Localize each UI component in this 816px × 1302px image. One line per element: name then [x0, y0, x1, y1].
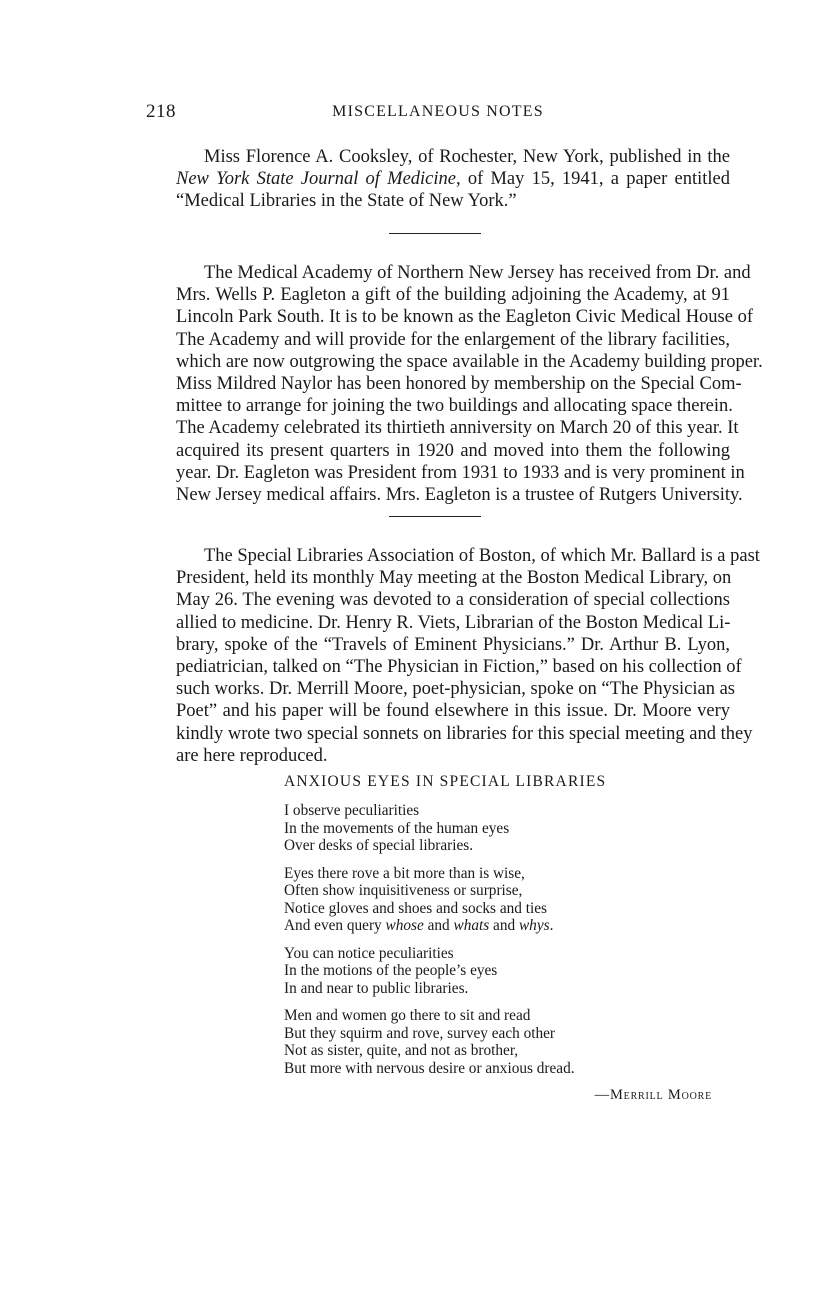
running-head: MISCELLANEOUS NOTES — [332, 103, 544, 120]
paragraph-line: President, held its monthly May meeting at the Boston Medical Library, on — [176, 568, 732, 589]
paragraph-line: kindly wrote two special sonnets on libraries for this special meeting and they — [176, 723, 753, 744]
paragraph-line: such works. Dr. Merrill Moore, poet-physician, spoke on “The Physician as — [176, 679, 736, 700]
poem-line: You can notice peculiarities — [284, 944, 454, 962]
paragraph-line — [146, 168, 730, 190]
poem-line: I observe peculiarities — [284, 802, 420, 819]
paragraph-line: mittee to arrange for joining the two buildings and allocating space therein. — [176, 396, 733, 417]
paragraph-line: are here reproduced. — [176, 745, 328, 766]
poem-line: But more with nervous desire or anxious dread. — [284, 1059, 575, 1077]
poem-line — [284, 917, 730, 935]
paragraph-line: year. Dr. Eagleton was President from 1931 to 1933 and is very prominent in — [176, 462, 745, 483]
poem-line: Over desks of special libraries. — [284, 837, 474, 854]
paragraph-medical-academy — [146, 262, 763, 506]
paragraph-line: Lincoln Park South. It is to be known as the Eagleton Civic Medical House of — [176, 307, 753, 328]
section-divider — [389, 516, 481, 517]
poem-line-text: . — [549, 917, 554, 934]
paragraph-line: The Special Libraries Association of Boston, of which Mr. Ballard is a past — [204, 546, 760, 566]
paragraph-line-tail: of May 15, 1941, a paper entitled — [460, 169, 730, 190]
paragraph-line: New Jersey medical affairs. Mrs. Eagleton is a trustee of Rutgers University. — [176, 485, 743, 506]
poem-line: Often show inquisitiveness or surprise, — [284, 882, 523, 899]
paragraph-line: pediatrician, talked on “The Physician in Fiction,” based on his collection of — [176, 657, 742, 678]
author-name: —Merrill Moore — [594, 1087, 712, 1103]
paragraph-line: Miss Mildred Naylor has been honored by membership on the Special Com- — [176, 374, 742, 395]
paragraph-line: The Academy celebrated its thirtieth anniversity on March 20 of this year. It — [176, 418, 739, 439]
paragraph-line: “Medical Libraries in the State of New York.” — [176, 191, 517, 212]
journal-title: New York State Journal of Medicine, — [176, 169, 461, 190]
paragraph-line: which are now outgrowing the space available in the Academy building proper. — [176, 351, 763, 372]
poem-line-text: and — [423, 917, 454, 934]
poem-stanza — [284, 945, 730, 998]
paragraph-line: The Medical Academy of Northern New Jersey has received from Dr. and — [204, 263, 751, 283]
poem-body — [284, 802, 730, 1087]
paragraph-line: Poet” and his paper will be found elsewhere in this issue. Dr. Moore very — [176, 701, 730, 722]
section-divider — [389, 233, 481, 234]
paragraph-line: Miss Florence A. Cooksley, of Rochester, New York, published in the — [204, 147, 730, 167]
poem-line: In the motions of the people’s eyes — [284, 962, 498, 979]
poem-line: Notice gloves and shoes and socks and ties — [284, 899, 547, 917]
paragraph-special-libraries — [146, 545, 760, 767]
poem-author — [595, 1087, 712, 1104]
paragraph-line: allied to medicine. Dr. Henry R. Viets, Librarian of the Boston Medical Li- — [176, 612, 731, 633]
page-header — [146, 101, 730, 127]
poem-stanza — [284, 802, 730, 855]
poem-line: Men and women go there to sit and read — [284, 1007, 531, 1024]
paragraph-line: May 26. The evening was devoted to a consideration of special collections — [176, 590, 730, 611]
poem-line: In and near to public libraries. — [284, 979, 469, 997]
poem-line-text: and — [489, 917, 519, 934]
poem-line: In the movements of the human eyes — [284, 819, 510, 837]
poem-line: But they squirm and rove, survey each other — [284, 1024, 556, 1042]
paragraph-line: brary, spoke of the “Travels of Eminent Physicians.” Dr. Arthur B. Lyon, — [176, 634, 730, 655]
poem-line: Eyes there rove a bit more than is wise, — [284, 864, 525, 882]
paragraph-line: acquired its present quarters in 1920 and moved into them the following — [176, 440, 730, 461]
paragraph-cooksley — [146, 146, 730, 213]
poem-stanza — [284, 865, 730, 935]
poem-stanza — [284, 1007, 730, 1077]
paragraph-line: Mrs. Wells P. Eagleton a gift of the building adjoining the Academy, at 91 — [176, 285, 730, 306]
paragraph-line: The Academy and will provide for the enlargement of the library facilities, — [176, 329, 730, 350]
italic-word: whys — [518, 917, 550, 934]
page-number: 218 — [146, 101, 176, 122]
poem-line: Not as sister, quite, and not as brother, — [284, 1042, 519, 1059]
poem-title: ANXIOUS EYES IN SPECIAL LIBRARIES — [284, 773, 607, 790]
poem-line-text: And even query — [284, 917, 386, 934]
italic-word: whats — [453, 917, 490, 934]
italic-word: whose — [385, 917, 424, 934]
